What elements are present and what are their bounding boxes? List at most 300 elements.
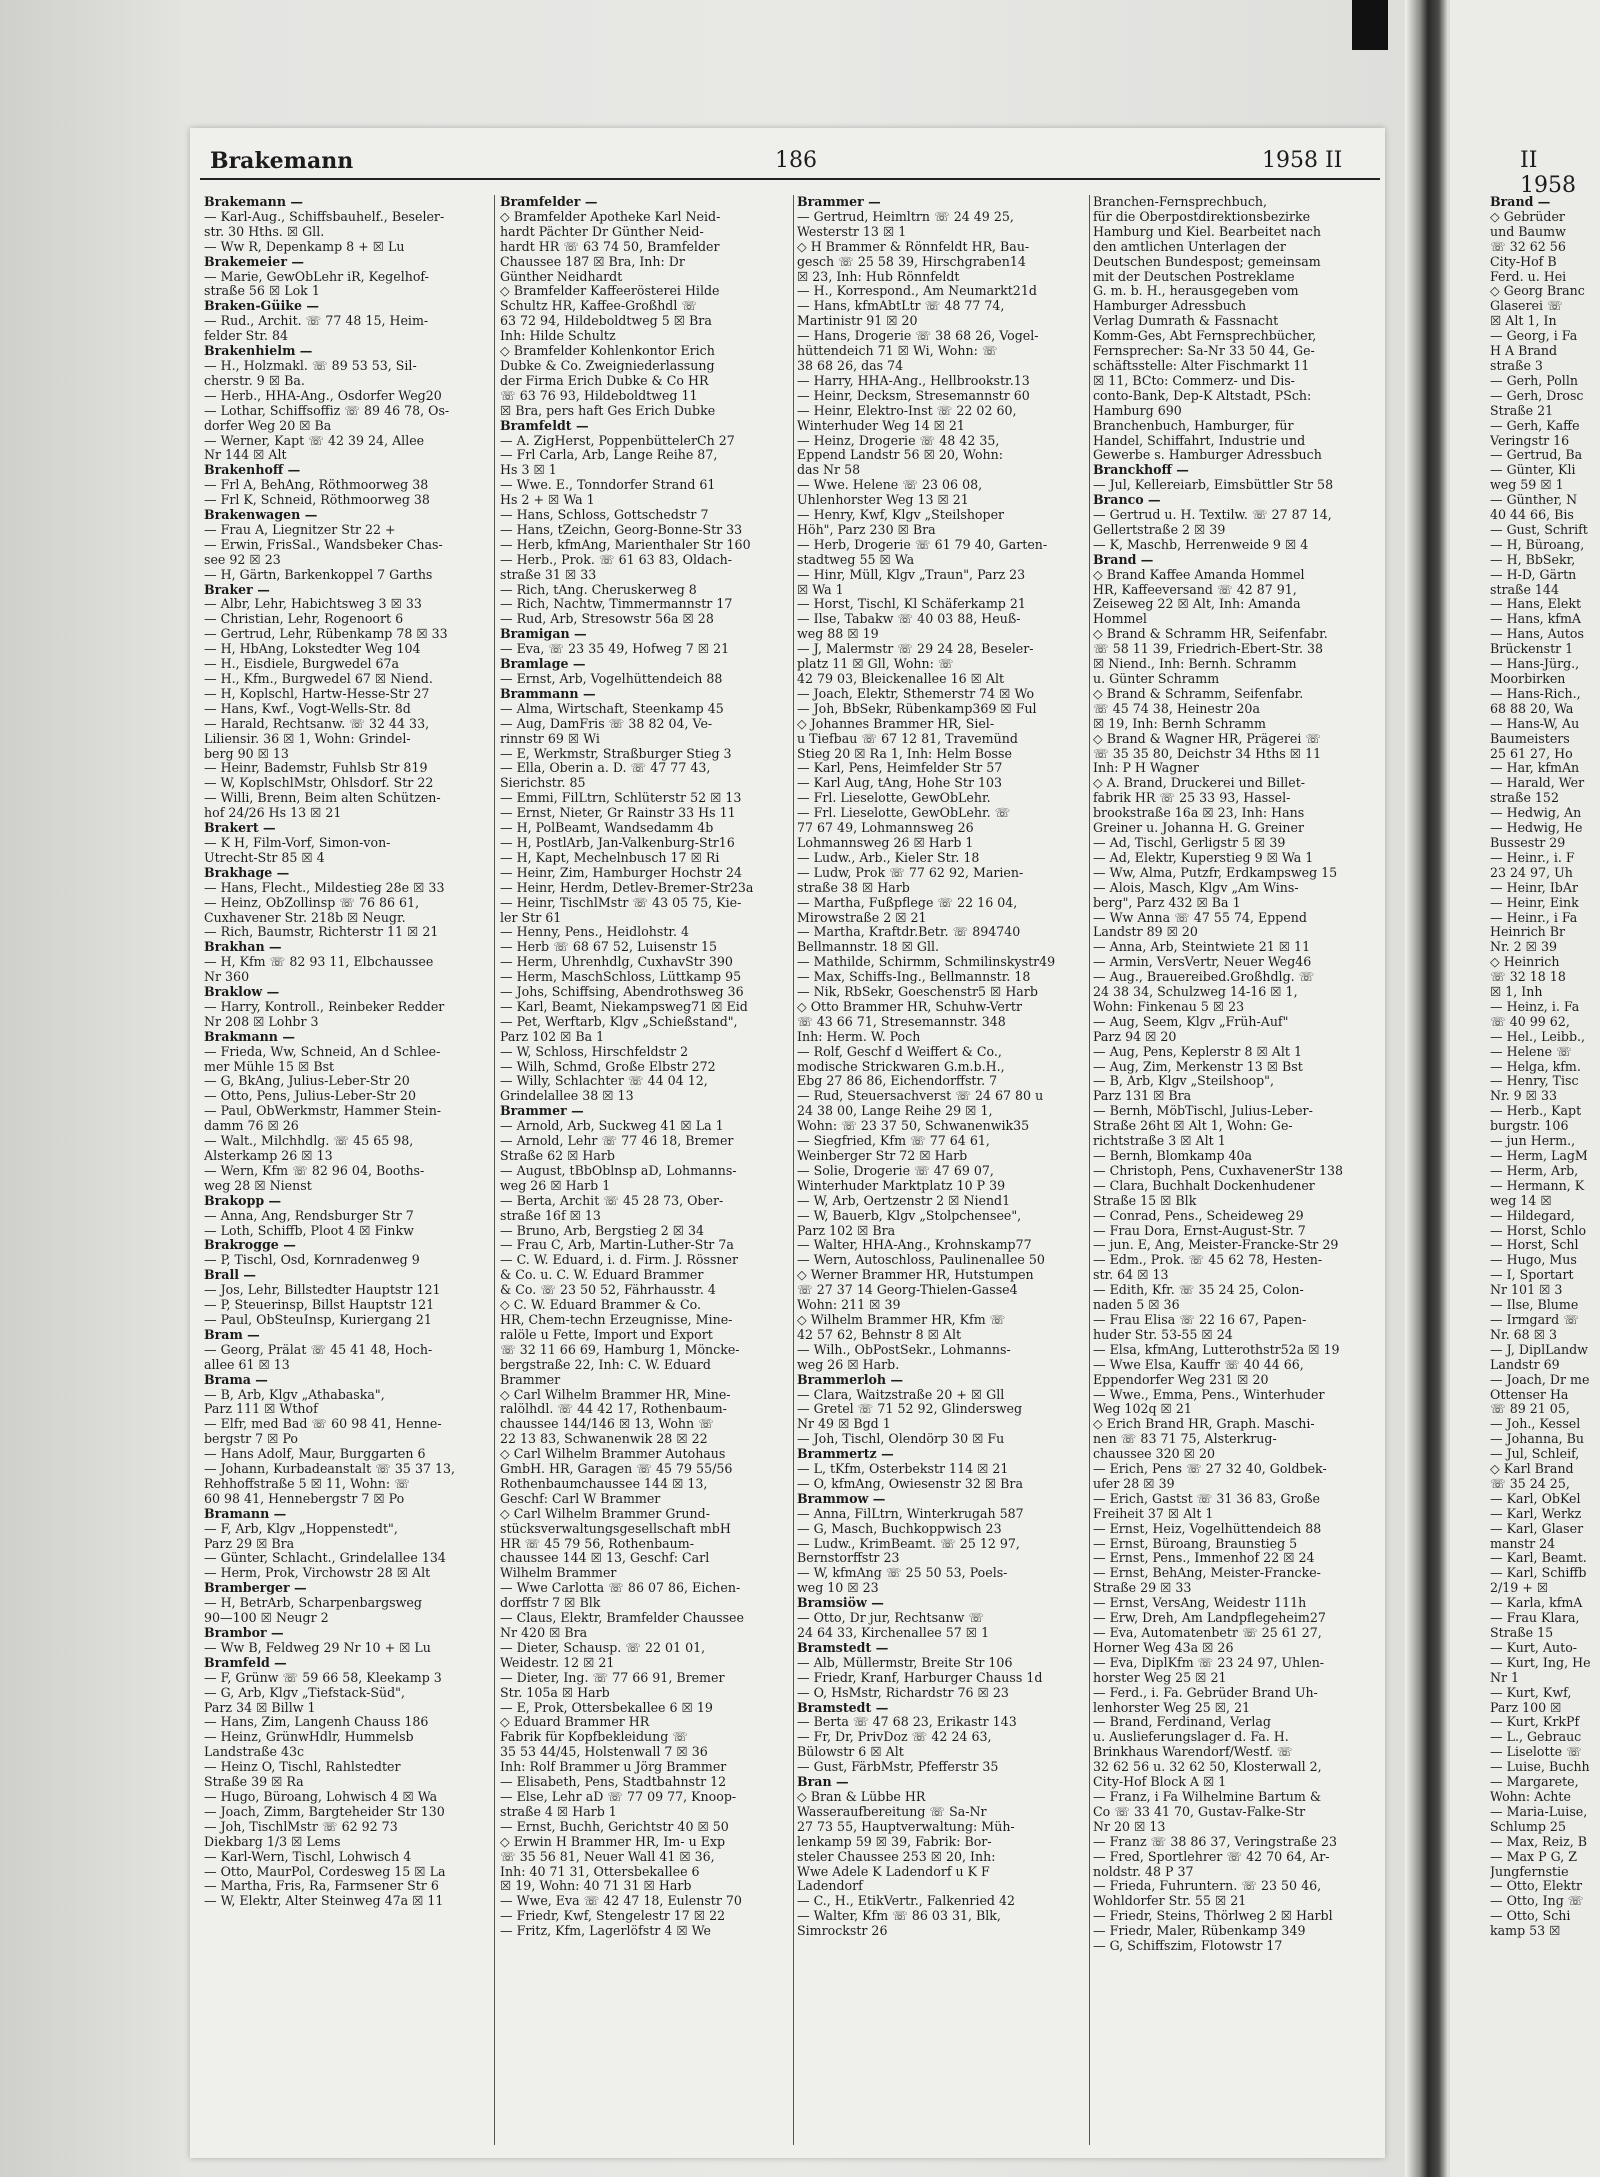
directory-entry-line: hardt HR ☏ 63 74 50, Bramfelder xyxy=(500,239,720,254)
directory-entry-line: Ebg 27 86 86, Eichendorffstr. 7 xyxy=(797,1074,998,1089)
directory-entry-line: ufer 28 ☒ 39 xyxy=(1093,1476,1175,1491)
directory-entry-line: — Fr, Dr, PrivDoz ☏ 42 24 63, xyxy=(797,1730,992,1745)
directory-entry-line: Bramstedt — xyxy=(797,1640,889,1655)
directory-entry-line: — H, BetrArb, Scharpenbargsweg xyxy=(204,1596,422,1611)
directory-entry-line: 32 62 56 u. 32 62 50, Klosterwall 2, xyxy=(1093,1760,1322,1775)
directory-entry-line: — Luise, Buchh xyxy=(1490,1760,1590,1775)
directory-entry-line: — Werner, Kapt ☏ 42 39 24, Allee xyxy=(204,433,425,448)
directory-entry-line: — Karl, ObKel xyxy=(1490,1491,1581,1506)
directory-entry-line: ☒ 19, Wohn: 40 71 31 ☒ Harb xyxy=(500,1879,692,1894)
directory-entry-line: conto-Bank, Dep-K Altstadt, PSch: xyxy=(1093,388,1312,403)
directory-entry-line: Westerstr 13 ☒ 1 xyxy=(797,224,907,239)
directory-entry-line: — Friedr, Kranf, Harburger Chauss 1d xyxy=(797,1670,1043,1685)
directory-entry-line: ◇ Karl Brand xyxy=(1490,1462,1574,1477)
directory-entry-line: — Gertrud u. H. Textilw. ☏ 27 87 14, xyxy=(1093,508,1332,523)
directory-entry-line: Horner Weg 43a ☒ 26 xyxy=(1093,1640,1234,1655)
directory-entry-line: — Heinr., i Fa xyxy=(1490,910,1578,925)
directory-entry-line: berg 90 ☒ 13 xyxy=(204,746,289,761)
directory-entry-line: G. m. b. H., herausgegeben vom xyxy=(1093,284,1299,299)
directory-entry-line: damm 76 ☒ 26 xyxy=(204,1119,299,1134)
directory-entry-line: — Edm., Prok. ☏ 45 62 78, Hesten- xyxy=(1093,1253,1323,1268)
directory-entry-line: Höh", Parz 230 ☒ Bra xyxy=(797,522,936,537)
directory-entry-line: — Pet, Werftarb, Klgv „Schießstand", xyxy=(500,1014,738,1029)
directory-entry-line: weg 10 ☒ 23 xyxy=(797,1581,879,1596)
directory-entry-line: — Heinr, Zim, Hamburger Hochstr 24 xyxy=(500,865,743,880)
directory-entry-line: Dubke & Co. Zweigniederlassung xyxy=(500,358,715,373)
directory-entry-line: — Herb, kfmAng, Marienthaler Str 160 xyxy=(500,537,751,552)
directory-entry-line: — Hans, Drogerie ☏ 38 68 26, Vogel- xyxy=(797,329,1039,344)
directory-entry-line: — Rich, Baumstr, Richterstr 11 ☒ 21 xyxy=(204,925,439,940)
directory-entry-line: ralöle u Fette, Import und Export xyxy=(500,1327,713,1342)
directory-entry-line: u. Günter Schramm xyxy=(1093,672,1220,686)
directory-entry-line: Straße 15 ☒ Blk xyxy=(1093,1193,1197,1208)
directory-entry-line: — Gertrud, Ba xyxy=(1490,448,1583,463)
directory-entry-line: — Max P G, Z xyxy=(1490,1849,1577,1864)
directory-entry-line: — Friedr, Maler, Rübenkamp 349 xyxy=(1093,1924,1306,1939)
directory-entry-line: — Wern, Autoschloss, Paulinenallee 50 xyxy=(797,1253,1045,1268)
directory-entry-line: — Clara, Waitzstraße 20 + ☒ Gll xyxy=(797,1387,1005,1402)
directory-entry-line: — Günter, Schlacht., Grindelallee 134 xyxy=(204,1551,446,1566)
directory-entry-line: — Dieter, Ing. ☏ 77 66 91, Bremer xyxy=(500,1670,725,1685)
directory-entry-line: & Co. u. C. W. Eduard Brammer xyxy=(500,1268,704,1283)
directory-entry-line: und Baumw xyxy=(1490,224,1566,239)
directory-entry-line: Freiheit 37 ☒ Alt 1 xyxy=(1093,1506,1214,1521)
directory-entry-line: ☒ Bra, pers haft Ges Erich Dubke xyxy=(500,403,716,418)
directory-entry-line: — Kurt, Auto- xyxy=(1490,1640,1578,1655)
directory-entry-line: ☏ 89 21 05, xyxy=(1490,1402,1570,1417)
directory-entry-line: burgstr. 106 xyxy=(1490,1119,1569,1134)
directory-entry-line: Hommel xyxy=(1093,612,1147,627)
directory-entry-line: — Eva, ☏ 23 35 49, Hofweg 7 ☒ 21 xyxy=(500,642,730,657)
directory-entry-line: — Karla, kfmA xyxy=(1490,1596,1583,1611)
page-header xyxy=(200,148,1380,180)
directory-entry-line: — Erich, Pens ☏ 27 32 40, Goldbek- xyxy=(1093,1462,1327,1477)
directory-entry-line: 40 44 66, Bis xyxy=(1490,508,1574,523)
directory-entry-line: — Walter, Kfm ☏ 86 03 31, Blk, xyxy=(797,1909,1001,1924)
directory-entry-line: HR, Chem-techn Erzeugnisse, Mine- xyxy=(500,1312,733,1327)
directory-entry-line: — Aug, Zim, Merkenstr 13 ☒ Bst xyxy=(1093,1059,1303,1074)
directory-entry-line: — B, Arb, Klgv „Steilshoop", xyxy=(1093,1074,1274,1089)
directory-entry-line: Nr 1 xyxy=(1490,1670,1520,1685)
scanner-strip xyxy=(1352,0,1388,50)
directory-entry-line: Simrockstr 26 xyxy=(797,1924,888,1939)
directory-entry-line: — H, PolBeamt, Wandsedamm 4b xyxy=(500,821,714,836)
directory-entry-line: ◇ Bramfelder Kaffeerösterei Hilde xyxy=(500,284,720,299)
directory-entry-line: ◇ Carl Wilhelm Brammer HR, Mine- xyxy=(500,1387,731,1402)
directory-entry-line: Brama — xyxy=(204,1372,268,1387)
directory-entry-line: Schultz HR, Kaffee-Großhdl ☏ xyxy=(500,299,698,314)
directory-entry-line: Brammerloh — xyxy=(797,1372,904,1387)
directory-entry-line: Braken-Güike — xyxy=(204,299,319,314)
directory-entry-line: — Otto, Ing ☏ xyxy=(1490,1894,1584,1909)
directory-entry-line: — Herm, LagM xyxy=(1490,1149,1588,1163)
directory-entry-line: — Heinr, Elektro-Inst ☏ 22 02 60, xyxy=(797,403,1017,418)
directory-entry-line: — Aug, Pens, Keplerstr 8 ☒ Alt 1 xyxy=(1093,1044,1302,1059)
directory-entry-line: — Otto, Schi xyxy=(1490,1909,1571,1924)
directory-entry-line: kamp 53 ☒ xyxy=(1490,1924,1561,1939)
directory-entry-line: — Helga, kfm. xyxy=(1490,1059,1581,1074)
directory-entry-line: — H., Holzmakl. ☏ 89 53 53, Sil- xyxy=(204,358,417,373)
directory-entry-line: — Herb, Drogerie ☏ 61 79 40, Garten- xyxy=(797,537,1048,552)
directory-entry-line: — Albr, Lehr, Habichtsweg 3 ☒ 33 xyxy=(204,597,422,612)
directory-entry-line: — Herm, Arb, xyxy=(1490,1163,1579,1178)
directory-entry-line: — Alb, Müllermstr, Breite Str 106 xyxy=(797,1655,1013,1670)
directory-entry-line: — Emmi, FilLtrn, Schlüterstr 52 ☒ 13 xyxy=(500,791,742,806)
directory-entry-line: chaussee 320 ☒ 20 xyxy=(1093,1447,1215,1462)
directory-entry-line: — G, Schiffszim, Flotowstr 17 xyxy=(1093,1939,1283,1954)
directory-entry-line: — Heinr., i. F xyxy=(1490,850,1575,865)
directory-entry-line: Glaserei ☏ xyxy=(1490,299,1563,314)
directory-entry-line: straße 38 ☒ Harb xyxy=(797,880,910,895)
directory-entry-line: & Co. ☏ 23 50 52, Fährhausstr. 4 xyxy=(500,1283,716,1298)
directory-entry-line: — Otto, Pens, Julius-Leber-Str 20 xyxy=(204,1089,416,1104)
directory-entry-line: — Karl, Werkz xyxy=(1490,1506,1582,1521)
directory-entry-line: Bellmannstr. 18 ☒ Gll. xyxy=(797,940,940,955)
directory-entry-line: Bram — xyxy=(204,1327,260,1342)
directory-entry-line: Grindelallee 38 ☒ 13 xyxy=(500,1089,634,1104)
directory-entry-line: — Karl, Beamt, Niekampsweg71 ☒ Eid xyxy=(500,999,748,1014)
directory-entry-line: — Erwin, FrisSal., Wandsbeker Chas- xyxy=(204,537,443,552)
directory-entry-line: ☏ 32 11 66 69, Hamburg 1, Möncke- xyxy=(500,1342,740,1357)
directory-entry-line: — Hans, Zim, Langenh Chauss 186 xyxy=(204,1715,429,1730)
directory-entry-line: Hamburg und Kiel. Bearbeitet nach xyxy=(1093,224,1322,239)
directory-entry-line: weg 88 ☒ 19 xyxy=(797,627,879,642)
directory-entry-line: Mirowstraße 2 ☒ 21 xyxy=(797,910,927,925)
directory-entry-line: — Hans, Autos xyxy=(1490,627,1584,642)
directory-entry-line: Moorbirken xyxy=(1490,672,1566,686)
directory-entry-line: ◇ Werner Brammer HR, Hutstumpen xyxy=(797,1268,1034,1283)
directory-entry-line: — W, kfmAng ☏ 25 50 53, Poels- xyxy=(797,1566,1008,1581)
directory-entry-line: H A Brand xyxy=(1490,344,1558,359)
directory-entry-line: Brakopp — xyxy=(204,1193,282,1208)
directory-entry-line: Liliensir. 36 ☒ 1, Wohn: Grindel- xyxy=(204,731,411,746)
directory-entry-line: — Harry, Kontroll., Reinbeker Redder xyxy=(204,999,445,1014)
directory-entry-line: stadtweg 55 ☒ Wa xyxy=(797,552,915,567)
directory-entry-line: — Loth, Schiffb, Ploot 4 ☒ Finkw xyxy=(204,1223,414,1238)
directory-entry-line: — Frl K, Schneid, Röthmoorweg 38 xyxy=(204,493,430,508)
directory-entry-line: Hamburg 690 xyxy=(1093,403,1182,418)
directory-entry-line: ◇ H Brammer & Rönnfeldt HR, Bau- xyxy=(797,239,1030,254)
directory-entry-line: — Gust, FärbMstr, Pfefferstr 35 xyxy=(797,1760,999,1775)
directory-entry-line: — Frieda, Fuhruntern. ☏ 23 50 46, xyxy=(1093,1879,1322,1894)
directory-entry-line: — Ilse, Tabakw ☏ 40 03 88, Heuß- xyxy=(797,612,1021,627)
book-spine xyxy=(1405,0,1447,2177)
directory-entry-line: Bramfeldt — xyxy=(500,418,589,433)
directory-entry-line: huder Str. 53-55 ☒ 24 xyxy=(1093,1327,1233,1342)
directory-entry-line: — Friedr, Kwf, Stengelestr 17 ☒ 22 xyxy=(500,1909,726,1924)
directory-entry-line: Inh: 40 71 31, Ottersbekallee 6 xyxy=(500,1864,700,1879)
directory-entry-line: für die Oberpostdirektionsbezirke xyxy=(1093,209,1311,224)
directory-entry-line: — Rich, Nachtw, Timmermannstr 17 xyxy=(500,597,733,612)
directory-entry-line: — Heinz, i. Fa xyxy=(1490,999,1580,1014)
directory-entry-line: — jun. E, Ang, Meister-Francke-Str 29 xyxy=(1093,1238,1339,1253)
directory-entry-line: Brakenhoff — xyxy=(204,463,301,478)
directory-entry-line: — B, Arb, Klgv „Athabaska", xyxy=(204,1387,385,1402)
directory-entry-line: Wohn: Finkenau 5 ☒ 23 xyxy=(1093,999,1245,1014)
directory-entry-line: ◇ Bramfelder Apotheke Karl Neid- xyxy=(500,209,721,224)
directory-entry-line: — jun Herm., xyxy=(1490,1134,1576,1149)
directory-entry-line: — Paul, ObWerkmstr, Hammer Stein- xyxy=(204,1104,442,1119)
directory-entry-line: HR ☏ 45 79 56, Rothenbaum- xyxy=(500,1536,694,1551)
directory-entry-line: — W, Schloss, Hirschfeldstr 2 xyxy=(500,1044,689,1059)
directory-entry-line: nen ☏ 83 71 75, Alsterkrug- xyxy=(1093,1432,1277,1447)
directory-entry-line: weg 28 ☒ Nienst xyxy=(204,1178,312,1193)
directory-entry-line: Brammow — xyxy=(797,1491,886,1506)
directory-entry-line: — Frl. Lieselotte, GewObLehr. ☏ xyxy=(797,806,1011,821)
directory-entry-line: — Herm, Uhrenhdlg, CuxhavStr 390 xyxy=(500,955,733,970)
directory-entry-line: ◇ Gebrüder xyxy=(1490,209,1565,224)
directory-entry-line: — Herb., Kapt xyxy=(1490,1104,1582,1119)
directory-entry-line: — G, BkAng, Julius-Leber-Str 20 xyxy=(204,1074,410,1089)
directory-entry-line: — H, HbAng, Lokstedter Weg 104 xyxy=(204,642,421,657)
directory-entry-line: Branckhoff — xyxy=(1093,463,1189,478)
directory-entry-line: Gellertstraße 2 ☒ 39 xyxy=(1093,522,1226,537)
directory-entry-line: — Armin, VersVertr, Neuer Weg46 xyxy=(1093,955,1312,970)
directory-entry-line: 35 53 44/45, Holstenwall 7 ☒ 36 xyxy=(500,1745,708,1760)
directory-entry-line: lenhorster Weg 25 ☒, 21 xyxy=(1093,1700,1251,1715)
directory-entry-line: — Georg, Prälat ☏ 45 41 48, Hoch- xyxy=(204,1342,433,1357)
directory-entry-line: — Ernst, BehAng, Meister-Francke- xyxy=(1093,1566,1321,1581)
directory-entry-line: ◇ Wilhelm Brammer HR, Kfm ☏ xyxy=(797,1312,1006,1327)
directory-entry-line: — Horst, Schlo xyxy=(1490,1223,1587,1238)
directory-entry-line: — Gerh, Polln xyxy=(1490,373,1578,388)
directory-entry-line: Alsterkamp 26 ☒ 13 xyxy=(204,1149,333,1163)
directory-entry-line: — Horst, Tischl, Kl Schäferkamp 21 xyxy=(797,597,1026,612)
directory-entry-line: ◇ Johannes Brammer HR, Siel- xyxy=(797,716,995,731)
directory-entry-line: Nr. 68 ☒ 3 xyxy=(1490,1327,1557,1342)
directory-entry-line: — Karl-Aug., Schiffsbauhelf., Beseler- xyxy=(204,209,445,224)
directory-entry-line: Brall — xyxy=(204,1268,256,1283)
directory-entry-line: straße 56 ☒ Lok 1 xyxy=(204,284,320,299)
directory-entry-line: ☏ 35 35 80, Deichstr 34 Hths ☒ 11 xyxy=(1093,746,1322,761)
directory-entry-line: — Hans, Schloss, Gottschedstr 7 xyxy=(500,508,709,523)
directory-entry-line: Ladendorf xyxy=(797,1879,863,1894)
page-number: 186 xyxy=(775,148,817,173)
directory-entry-line: ◇ Brand & Schramm HR, Seifenfabr. xyxy=(1093,627,1328,642)
header-name: Brakemann xyxy=(210,148,354,174)
next-page-column xyxy=(1490,195,1600,2150)
directory-entry-line: modische Strickwaren G.m.b.H., xyxy=(797,1059,1005,1074)
directory-entry-line: — Wwe, Eva ☏ 42 47 18, Eulenstr 70 xyxy=(500,1894,742,1909)
directory-entry-line: — Aug, Seem, Klgv „Früh-Auf" xyxy=(1093,1014,1289,1029)
directory-entry-line: — Frl. Lieselotte, GewObLehr. xyxy=(797,791,991,806)
directory-entry-line: — Brand, Ferdinand, Verlag xyxy=(1093,1715,1271,1730)
directory-column-1 xyxy=(204,195,489,2150)
directory-entry-line: — Johann, Kurbadeanstalt ☏ 35 37 13, xyxy=(204,1462,456,1477)
column-rule xyxy=(494,195,495,2145)
directory-entry-line: straße 144 xyxy=(1490,582,1559,597)
directory-entry-line: Rothenbaumchaussee 144 ☒ 13, xyxy=(500,1476,708,1491)
directory-entry-line: — Hans, Kwf., Vogt-Wells-Str. 8d xyxy=(204,701,411,716)
directory-entry-line: Brammertz — xyxy=(797,1447,894,1462)
directory-entry-line: 60 98 41, Hennebergstr 7 ☒ Po xyxy=(204,1491,405,1506)
directory-entry-line: — Nik, RbSekr, Goeschenstr5 ☒ Harb xyxy=(797,985,1038,1000)
directory-entry-line: — W, KoplschlMstr, Ohlsdorf. Str 22 xyxy=(204,776,434,791)
directory-entry-line: hardt Pächter Dr Günther Neid- xyxy=(500,224,704,239)
directory-entry-line: Cuxhavener Str. 218b ☒ Neugr. xyxy=(204,910,406,925)
directory-entry-line: — Alma, Wirtschaft, Steenkamp 45 xyxy=(500,701,724,716)
directory-entry-line: gesch ☏ 25 58 39, Hirschgraben14 xyxy=(797,254,1026,269)
directory-entry-line: Brammer — xyxy=(797,195,881,209)
directory-entry-line: Nr 144 ☒ Alt xyxy=(204,448,287,463)
directory-entry-line: — Joach, Elektr, Sthemerstr 74 ☒ Wo xyxy=(797,686,1035,701)
directory-entry-line: Bramberger — xyxy=(204,1581,307,1596)
directory-entry-line: ☏ 58 11 39, Friedrich-Ebert-Str. 38 xyxy=(1093,642,1324,657)
directory-entry-line: — Karl, Glaser xyxy=(1490,1521,1584,1536)
directory-entry-line: cherstr. 9 ☒ Ba. xyxy=(204,373,305,388)
directory-entry-line: 24 38 00, Lange Reihe 29 ☒ 1, xyxy=(797,1104,993,1119)
directory-entry-line: Hamburger Adressbuch xyxy=(1093,299,1247,314)
directory-entry-line: — W, Bauerb, Klgv „Stolpchensee", xyxy=(797,1208,1022,1223)
directory-entry-line: — Otto, Dr jur, Rechtsanw ☏ xyxy=(797,1611,985,1626)
directory-entry-line: — Mathilde, Schirmm, Schmilinskystr49 xyxy=(797,955,1056,970)
directory-entry-line: chaussee 144/146 ☒ 13, Wohn ☏ xyxy=(500,1417,714,1432)
directory-entry-line: — A. ZigHerst, PoppenbüttelerCh 27 xyxy=(500,433,735,448)
directory-entry-line: — Harry, HHA-Ang., Hellbrookstr.13 xyxy=(797,373,1030,388)
directory-entry-line: — Frau Dora, Ernst-August-Str. 7 xyxy=(1093,1223,1306,1238)
directory-entry-line: Brand — xyxy=(1093,552,1154,567)
directory-entry-line: — Claus, Elektr, Bramfelder Chaussee xyxy=(500,1611,744,1626)
directory-entry-line: — Wwe. E., Tonndorfer Strand 61 xyxy=(500,478,716,493)
directory-entry-line: Parz 100 ☒ xyxy=(1490,1700,1562,1715)
directory-entry-line: Brakhage — xyxy=(204,865,290,880)
directory-entry-line: — Max, Reiz, B xyxy=(1490,1834,1587,1849)
directory-entry-line: Straße 15 xyxy=(1490,1626,1554,1640)
directory-entry-line: — Bernh, MöbTischl, Julius-Leber- xyxy=(1093,1104,1313,1119)
directory-entry-line: Jungfernstie xyxy=(1490,1864,1569,1879)
directory-entry-line: — Kurt, Kwf, xyxy=(1490,1685,1572,1700)
directory-entry-line: — Johanna, Bu xyxy=(1490,1432,1584,1447)
directory-entry-line: — Heinr, IbAr xyxy=(1490,880,1578,895)
column-rule xyxy=(1089,195,1090,2145)
directory-entry-line: Bussestr 29 xyxy=(1490,835,1566,850)
directory-entry-line: 24 38 34, Schulzweg 14-16 ☒ 1, xyxy=(1093,985,1298,1000)
directory-entry-line: 63 72 94, Hildeboldtweg 5 ☒ Bra xyxy=(500,314,712,329)
directory-entry-line: — Hugo, Büroang, Lohwisch 4 ☒ Wa xyxy=(204,1789,438,1804)
directory-entry-line: — Irmgard ☏ xyxy=(1490,1312,1579,1327)
directory-entry-line: Inh: Rolf Brammer u Jörg Brammer xyxy=(500,1760,727,1775)
directory-entry-line: manstr 24 xyxy=(1490,1536,1556,1551)
directory-entry-line: ☒ Alt 1, In xyxy=(1490,314,1557,329)
directory-entry-line: ◇ Eduard Brammer HR xyxy=(500,1715,650,1730)
directory-entry-line: ☒ 1, Inh xyxy=(1490,985,1543,1000)
directory-entry-line: — Joh, BbSekr, Rübenkamp369 ☒ Ful xyxy=(797,701,1037,716)
directory-entry-line: Parz 29 ☒ Bra xyxy=(204,1536,295,1551)
directory-entry-line: — Edith, Kfr. ☏ 35 24 25, Colon- xyxy=(1093,1283,1304,1298)
directory-entry-line: felder Str. 84 xyxy=(204,329,289,344)
directory-entry-line: — Gerh, Kaffe xyxy=(1490,418,1580,433)
directory-entry-line: — Frieda, Ww, Schneid, An d Schlee- xyxy=(204,1044,441,1059)
directory-entry-line: allee 61 ☒ 13 xyxy=(204,1357,290,1372)
directory-entry-line: — Arnold, Arb, Suckweg 41 ☒ La 1 xyxy=(500,1119,724,1134)
directory-entry-line: — Ernst, Nieter, Gr Rainstr 33 Hs 11 xyxy=(500,806,736,821)
directory-entry-line: Branchenbuch, Hamburger, für xyxy=(1093,418,1294,433)
directory-entry-line: — Frl Carla, Arb, Lange Reihe 87, xyxy=(500,448,718,463)
directory-entry-line: — H., Kfm., Burgwedel 67 ☒ Niend. xyxy=(204,672,433,686)
directory-entry-line: — Margarete, xyxy=(1490,1775,1579,1790)
directory-entry-line: — Harald, Rechtsanw. ☏ 32 44 33, xyxy=(204,716,430,731)
directory-entry-line: — C. W. Eduard, i. d. Firm. J. Rössner xyxy=(500,1253,738,1268)
directory-entry-line: weg 14 ☒ xyxy=(1490,1193,1552,1208)
directory-entry-line: — Rich, tAng. Cheruskerweg 8 xyxy=(500,582,697,597)
directory-entry-line: — Max, Schiffs-Ing., Bellmannstr. 18 xyxy=(797,970,1031,985)
directory-entry-line: — Martha, Fußpflege ☏ 22 16 04, xyxy=(797,895,1018,910)
directory-entry-line: hüttendeich 71 ☒ Wi, Wohn: ☏ xyxy=(797,344,998,359)
directory-entry-line: — Christoph, Pens, CuxhavenerStr 138 xyxy=(1093,1163,1343,1178)
directory-entry-line: — Gretel ☏ 71 52 92, Glindersweg xyxy=(797,1402,1023,1417)
directory-entry-line: City-Hof B xyxy=(1490,254,1557,269)
directory-entry-line: str. 30 Hths. ☒ Gll. xyxy=(204,224,325,239)
directory-entry-line: — Heinz, ObZollinsp ☏ 76 86 61, xyxy=(204,895,420,910)
directory-entry-line: — Joh, TischlMstr ☏ 62 92 73 xyxy=(204,1819,398,1834)
directory-entry-line: — Rud, Steuersachverst ☏ 24 67 80 u xyxy=(797,1089,1044,1104)
directory-entry-line: — Joh, Tischl, Olendörp 30 ☒ Fu xyxy=(797,1432,1005,1447)
directory-entry-line: Brakemann — xyxy=(204,195,303,209)
directory-entry-line: Brand — xyxy=(1490,195,1551,209)
directory-entry-line: — Ad, Tischl, Gerligstr 5 ☒ 39 xyxy=(1093,835,1286,850)
directory-entry-line: — H, Koplschl, Hartw-Hesse-Str 27 xyxy=(204,686,430,701)
directory-entry-line: — Aug., Brauereibed.Großhdlg. ☏ xyxy=(1093,970,1315,985)
directory-entry-line: — Herb ☏ 68 67 52, Luisenstr 15 xyxy=(500,940,718,955)
directory-entry-line: — Maria-Luise, xyxy=(1490,1804,1588,1819)
directory-entry-line: Verlag Dumrath & Fassnacht xyxy=(1093,314,1279,329)
directory-entry-line: noldstr. 48 P 37 xyxy=(1093,1864,1194,1879)
directory-entry-line: — O, kfmAng, Owiesenstr 32 ☒ Bra xyxy=(797,1476,1023,1491)
directory-entry-line: see 92 ☒ 23 xyxy=(204,552,281,567)
directory-entry-line: — Aug, DamFris ☏ 38 82 04, Ve- xyxy=(500,716,713,731)
directory-entry-line: Ferd. u. Hei xyxy=(1490,269,1567,284)
directory-entry-line: Bramigan — xyxy=(500,627,587,642)
directory-entry-line: Fernsprecher: Sa-Nr 33 50 44, Ge- xyxy=(1093,344,1315,359)
directory-entry-line: ◇ Erich Brand HR, Graph. Maschi- xyxy=(1093,1417,1315,1432)
directory-entry-line: den amtlichen Unterlagen der xyxy=(1093,239,1286,254)
directory-entry-line: — Gust, Schrift xyxy=(1490,522,1588,537)
directory-entry-line: — Henny, Pens., Heidlohstr. 4 xyxy=(500,925,690,940)
directory-entry-line: straße 16f ☒ 13 xyxy=(500,1208,601,1223)
directory-entry-line: — Erich, Gastst ☏ 31 36 83, Große xyxy=(1093,1491,1320,1506)
directory-entry-line: u. Auslieferungslager d. Fa. H. xyxy=(1093,1730,1289,1745)
directory-entry-line: — H, Büroang, xyxy=(1490,537,1585,552)
directory-entry-line: Landstr 69 xyxy=(1490,1357,1560,1372)
directory-entry-line: — Hans, Flecht., Mildestieg 28e ☒ 33 xyxy=(204,880,445,895)
directory-entry-line: — Heinr, Bademstr, Fuhlsb Str 819 xyxy=(204,761,428,776)
directory-entry-line: ler Str 61 xyxy=(500,910,562,925)
directory-entry-line: Komm-Ges, Abt Fernsprechbücher, xyxy=(1093,329,1317,344)
directory-entry-line: — H-D, Gärtn xyxy=(1490,567,1577,582)
directory-entry-line: Brammann — xyxy=(500,686,596,701)
directory-entry-line: — Heinz O, Tischl, Rahlstedter xyxy=(204,1760,401,1775)
directory-entry-line: — Günther, N xyxy=(1490,493,1578,508)
directory-entry-line: Deutschen Bundespost; gemeinsam xyxy=(1093,254,1321,269)
directory-entry-line: naden 5 ☒ 36 xyxy=(1093,1298,1180,1313)
directory-entry-line: — Ferd., i. Fa. Gebrüder Brand Uh- xyxy=(1093,1685,1318,1700)
directory-entry-line: — K, Maschb, Herrenweide 9 ☒ 4 xyxy=(1093,537,1309,552)
directory-entry-line: ◇ A. Brand, Druckerei und Billet- xyxy=(1093,776,1306,791)
directory-entry-line: — G, Masch, Buchkoppwisch 23 xyxy=(797,1521,1002,1536)
directory-entry-line: — Wwe Carlotta ☏ 86 07 86, Eichen- xyxy=(500,1581,741,1596)
directory-entry-line: platz 11 ☒ Gll, Wohn: ☏ xyxy=(797,657,954,672)
directory-entry-line: — Frau C, Arb, Martin-Luther-Str 7a xyxy=(500,1238,734,1253)
directory-entry-line: richtstraße 3 ☒ Alt 1 xyxy=(1093,1134,1226,1149)
directory-column-3 xyxy=(797,195,1087,2150)
directory-entry-line: — Georg, i Fa xyxy=(1490,329,1578,344)
directory-entry-line: Bramlage — xyxy=(500,657,586,672)
directory-entry-line: Nr 101 ☒ 3 xyxy=(1490,1283,1563,1298)
directory-entry-line: — Ludw, Prok ☏ 77 62 92, Marien- xyxy=(797,865,1024,880)
directory-entry-line: — Frau Elisa ☏ 22 16 67, Papen- xyxy=(1093,1312,1307,1327)
directory-entry-line: — Arnold, Lehr ☏ 77 46 18, Bremer xyxy=(500,1134,734,1149)
directory-entry-line: Nr. 9 ☒ 33 xyxy=(1490,1089,1557,1104)
